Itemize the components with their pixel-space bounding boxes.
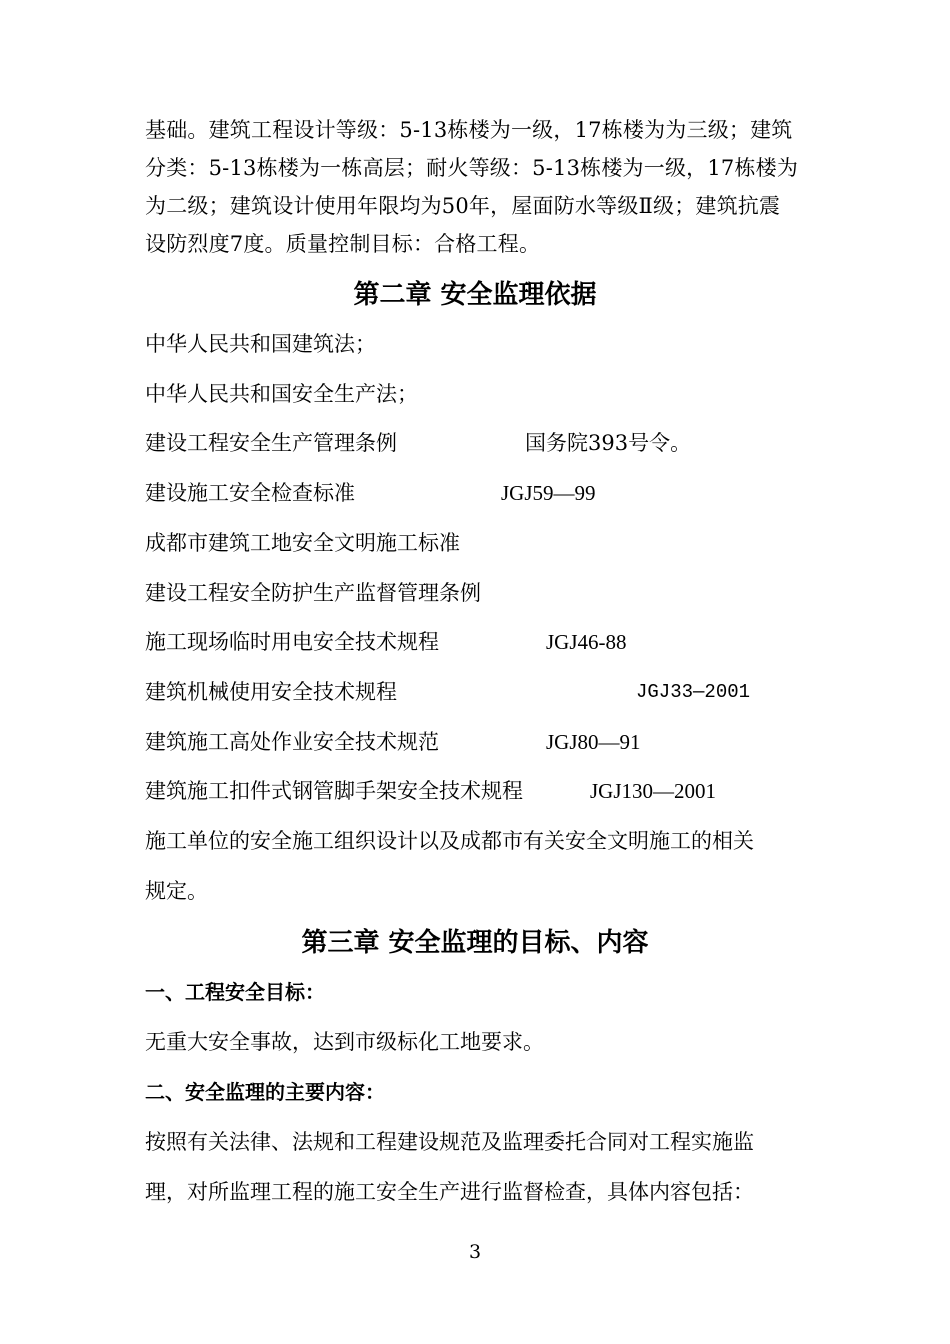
- basis-item-3-code: 国务院393号令。: [525, 431, 692, 455]
- basis-item-6: 建设工程安全防护生产监督管理条例: [145, 581, 481, 605]
- intro-line-4: 设防烈度7度。质量控制目标：合格工程。: [145, 232, 541, 256]
- section-1-heading: 一、工程安全目标：: [145, 980, 325, 1004]
- section-2-heading: 二、安全监理的主要内容：: [145, 1080, 385, 1104]
- intro-line-1: 基础。建筑工程设计等级：5-13栋楼为一级，17栋楼为为三级；建筑: [145, 118, 793, 142]
- basis-item-3: 建设工程安全生产管理条例: [145, 431, 397, 455]
- basis-item-8: 建筑机械使用安全技术规程: [145, 680, 397, 704]
- basis-item-4: 建设施工安全检查标准: [145, 481, 355, 505]
- basis-closing-line-2: 规定。: [145, 879, 208, 903]
- basis-item-8-code: JGJ33—2001: [636, 681, 751, 703]
- chapter-3-title: 第三章 安全监理的目标、内容: [301, 928, 649, 958]
- basis-item-10-code: JGJ130—2001: [590, 779, 717, 803]
- basis-item-4-code: JGJ59—99: [501, 481, 596, 505]
- chapter-2-title: 第二章 安全监理依据: [353, 280, 597, 310]
- intro-line-2: 分类：5-13栋楼为一栋高层；耐火等级：5-13栋楼为一级，17栋楼为: [145, 156, 799, 180]
- basis-item-9: 建筑施工高处作业安全技术规范: [145, 730, 439, 754]
- basis-item-1: 中华人民共和国建筑法；: [145, 332, 376, 356]
- basis-item-10: 建筑施工扣件式钢管脚手架安全技术规程: [145, 779, 523, 803]
- section-1-text: 无重大安全事故，达到市级标化工地要求。: [145, 1030, 544, 1054]
- section-2-line-2: 理，对所监理工程的施工安全生产进行监督检查，具体内容包括：: [145, 1180, 754, 1204]
- basis-closing-line-1: 施工单位的安全施工组织设计以及成都市有关安全文明施工的相关: [145, 829, 754, 853]
- page-number: 3: [468, 1241, 482, 1263]
- intro-line-3: 为二级；建筑设计使用年限均为50年，屋面防水等级Ⅱ级；建筑抗震: [145, 194, 781, 218]
- basis-item-2: 中华人民共和国安全生产法；: [145, 382, 418, 406]
- section-2-line-1: 按照有关法律、法规和工程建设规范及监理委托合同对工程实施监: [145, 1130, 754, 1154]
- basis-item-7: 施工现场临时用电安全技术规程: [145, 630, 439, 654]
- basis-item-9-code: JGJ80—91: [546, 730, 641, 754]
- basis-item-7-code: JGJ46-88: [546, 630, 627, 654]
- basis-item-5: 成都市建筑工地安全文明施工标准: [145, 531, 460, 555]
